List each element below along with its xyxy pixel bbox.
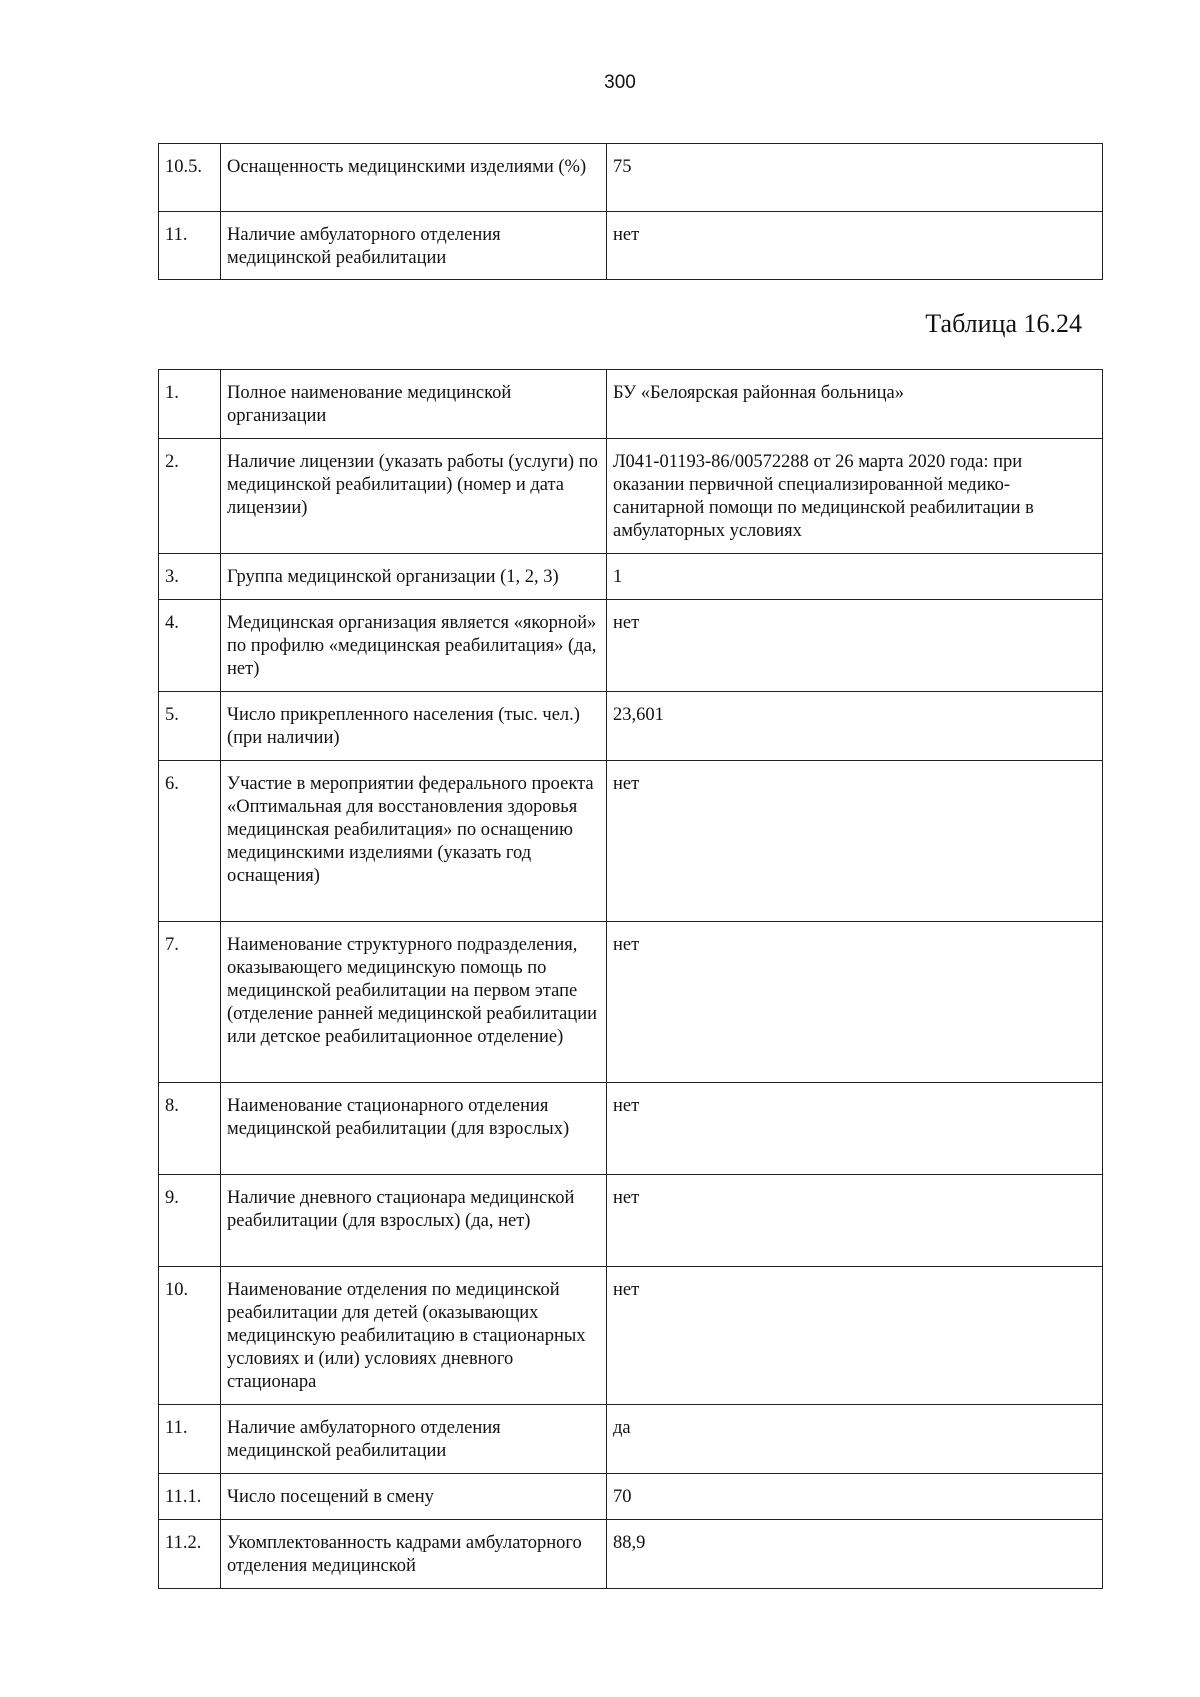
row-number: 11.2.: [159, 1520, 221, 1589]
row-number: 11.: [159, 212, 221, 280]
row-value: 1: [607, 554, 1103, 600]
table-row: [159, 144, 1103, 212]
row-number: 10.5.: [159, 144, 221, 212]
row-number: 11.1.: [159, 1474, 221, 1520]
row-number: 4.: [159, 600, 221, 692]
row-parameter: Медицинская организация является «якорной» по профилю «медицинская реабилитация» (да, нет): [221, 600, 607, 692]
row-number: 11.: [159, 1405, 221, 1474]
row-value: нет: [607, 600, 1103, 692]
row-number: 10.: [159, 1267, 221, 1405]
row-number: 8.: [159, 1083, 221, 1175]
row-value: 70: [607, 1474, 1103, 1520]
continued-table: [158, 143, 1103, 280]
row-parameter: Наименование отделения по медицинской реабилитации для детей (оказывающих медицинскую реабилитацию в стационарных условиях и (или) условиях дневного стационара: [221, 1267, 607, 1405]
row-parameter: Число прикрепленного населения (тыс. чел.) (при наличии): [221, 692, 607, 761]
row-parameter: Наименование стационарного отделения медицинской реабилитации (для взрослых): [221, 1083, 607, 1175]
organization-table: [158, 369, 1103, 1589]
row-value: нет: [607, 761, 1103, 922]
row-value: Л041-01193-86/00572288 от 26 марта 2020 года: при оказании первичной специализированной медико-санитарной помощи по медицинской реабилитации в амбулаторных условиях: [607, 439, 1103, 554]
table-row: [159, 1083, 1103, 1175]
row-value: нет: [607, 1175, 1103, 1267]
row-parameter: Укомплектованность кадрами амбулаторного отделения медицинской: [221, 1520, 607, 1589]
row-parameter: Полное наименование медицинской организации: [221, 370, 607, 439]
page-number: 300: [604, 72, 636, 93]
row-number: 5.: [159, 692, 221, 761]
table-row: [159, 554, 1103, 600]
row-parameter: Число посещений в смену: [221, 1474, 607, 1520]
row-parameter: Наименование структурного подразделения, оказывающего медицинскую помощь по медицинской реабилитации на первом этапе (отделение ранней медицинской реабилитации или детское реабилитационное отделение): [221, 922, 607, 1083]
row-value: 23,601: [607, 692, 1103, 761]
row-value: БУ «Белоярская районная больница»: [607, 370, 1103, 439]
table-row: [159, 370, 1103, 439]
row-number: 9.: [159, 1175, 221, 1267]
row-value: нет: [607, 212, 1103, 280]
table-row: [159, 761, 1103, 922]
table-row: [159, 922, 1103, 1083]
table-caption: Таблица 16.24: [925, 309, 1082, 338]
row-parameter: Участие в мероприятии федерального проекта «Оптимальная для восстановления здоровья медицинская реабилитация» по оснащению медицинскими изделиями (указать год оснащения): [221, 761, 607, 922]
table-row: [159, 1175, 1103, 1267]
row-value: нет: [607, 1267, 1103, 1405]
row-value: нет: [607, 1083, 1103, 1175]
row-value: 88,9: [607, 1520, 1103, 1589]
table-row: [159, 1520, 1103, 1589]
table-row: [159, 1267, 1103, 1405]
row-parameter: Наличие амбулаторного отделения медицинской реабилитации: [221, 212, 607, 280]
row-number: 1.: [159, 370, 221, 439]
row-parameter: Наличие амбулаторного отделения медицинской реабилитации: [221, 1405, 607, 1474]
table-row: [159, 439, 1103, 554]
row-number: 7.: [159, 922, 221, 1083]
row-parameter: Наличие дневного стационара медицинской реабилитации (для взрослых) (да, нет): [221, 1175, 607, 1267]
table-row: [159, 1405, 1103, 1474]
table-row: [159, 600, 1103, 692]
row-parameter: Оснащенность медицинскими изделиями (%): [221, 144, 607, 212]
row-parameter: Наличие лицензии (указать работы (услуги) по медицинской реабилитации) (номер и дата лицензии): [221, 439, 607, 554]
row-number: 6.: [159, 761, 221, 922]
row-value: нет: [607, 922, 1103, 1083]
table-row: [159, 212, 1103, 280]
row-value: 75: [607, 144, 1103, 212]
row-number: 3.: [159, 554, 221, 600]
row-parameter: Группа медицинской организации (1, 2, 3): [221, 554, 607, 600]
table-row: [159, 1474, 1103, 1520]
row-value: да: [607, 1405, 1103, 1474]
table-row: [159, 692, 1103, 761]
row-number: 2.: [159, 439, 221, 554]
